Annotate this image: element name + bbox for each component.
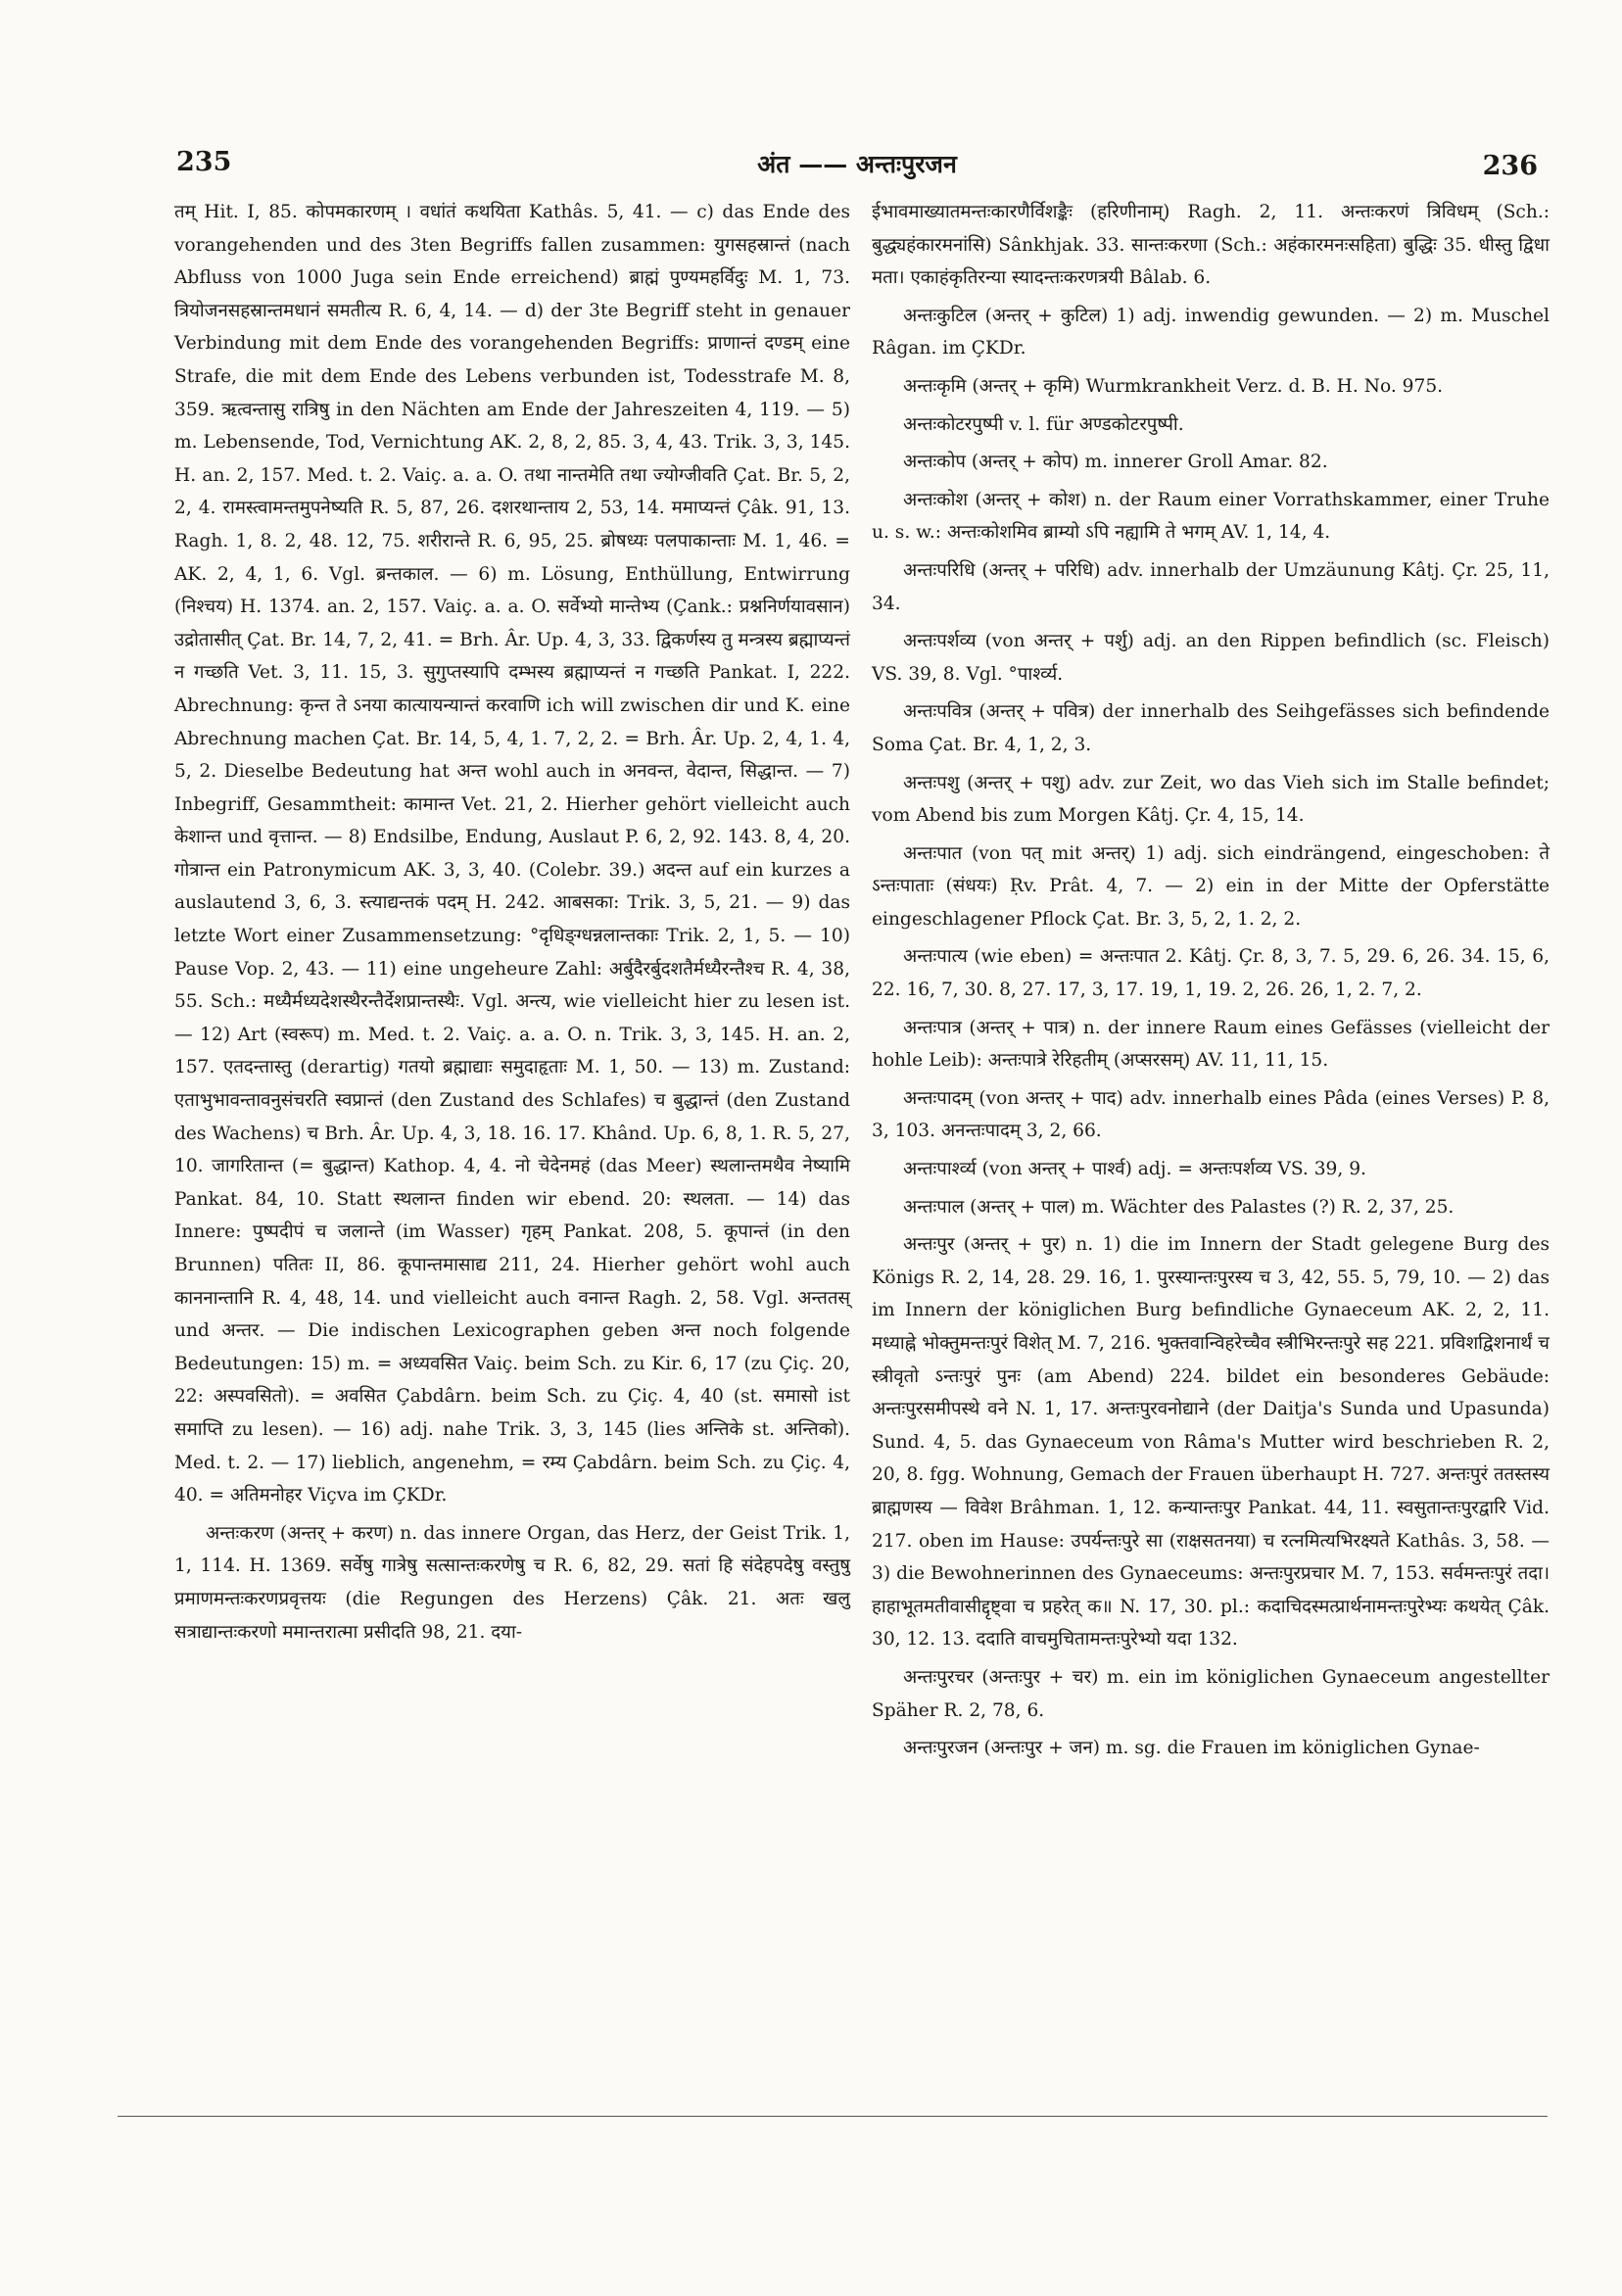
entry-antahkutila: अन्तःकुटिल (अन्तर् + कुटिल) 1) adj. inwendig gewunden. — 2) m. Muschel Râgan. im ÇKDr. [872,305,1550,359]
entry-antahparshavya: अन्तःपर्शव्य (von अन्तर् + पर्शु) adj. an den Rippen befindlich (sc. Fleisch) VS. 39, 8. Vgl. °पार्श्व्य. [872,631,1550,685]
entry-antahpurajana: अन्तःपुरजन (अन्तःपुर + जन) m. sg. die Frauen im königlichen Gynae- [903,1738,1480,1759]
page-header [176,147,1538,186]
running-title: अंत —— अन्तःपुरजन [757,150,957,178]
entry-antahpata: अन्तःपात (von पत् mit अन्तर्) 1) adj. sich eindrängend, eingeschoben: ते ऽन्तःपाताः (संधयः) Ṛv. Prât. 4, 7. — 2) ein in der Mitte der Opferstätte eingeschlagener Pflock Çat. Br. 3, 5, 2, 1. 2, 2. [872,842,1550,930]
bottom-rule [118,2116,1548,2117]
page-number-left: 235 [176,147,232,177]
right-column [872,196,1550,1770]
entry-antahparshvya: अन्तःपार्श्व्य (von अन्तर् + पार्श्व) adj. = अन्तःपर्शव्य VS. 39, 9. [903,1159,1366,1180]
entry-antahkosha: अन्तःकोश (अन्तर् + कोश) n. der Raum einer Vorrathskammer, einer Truhe u. s. w.: अन्तःकोशमिव ब्राम्यो ऽपि नह्यामि ते भगम् AV. 1, 14, 4. [872,489,1550,544]
entry-antahpatya: अन्तःपात्य (wie eben) = अन्तःपात 2. Kâtj. Çr. 8, 3, 7. 5, 29. 6, 26. 34. 15, 6, 22. 16, 7, 30. 8, 27. 17, 3, 17. 19, 1, 19. 2, 26. 26, 1, 2. 7, 2. [872,946,1550,1001]
entry-antahkrmi: अन्तःकृमि (अन्तर् + कृमि) Wurmkrankheit Verz. d. B. H. No. 975. [903,375,1444,397]
entry-antahparidhi: अन्तःपरिधि (अन्तर् + परिधि) adv. innerhalb der Umzäunung Kâtj. Çr. 25, 11, 34. [872,559,1550,614]
entry-antahpura: अन्तःपुर (अन्तर् + पुर) n. 1) die im Innern der Stadt gelegene Burg des Königs R. 2, 14, 28. 29. 16, 1. पुरस्यान्तःपुरस्य च 3, 42, 55. 5, 79, 10. — 2) das im Innern der königlichen Burg befindliche Gynaeceum AK. 2, 2, 11. मध्याह्ने भोक्तुमन्तःपुरं विशेत् M. 7, 216. भुक्तवान्विहरेच्चैव स्त्रीभिरन्तःपुरे सह 221. प्रविशद्विशनार्थं च स्त्रीवृतो ऽन्तःपुरं पुनः (am Abend) 224. bildet ein besonderes Gebäude: अन्तःपुरसमीपस्थे वने N. 1, 17. अन्तःपुरवनोद्याने (der Daitja's Sunda und Upasunda) Sund. 4, 5. das Gynaeceum von Râma's Mutter wird beschrieben R. 2, 20, 8. fgg. Wohnung, Gemach der Frauen überhaupt H. 727. अन्तःपुरं ततस्तस्य ब्राह्मणस्य — विवेश Brâhman. 1, 12. कन्यान्तःपुर Pankat. 44, 11. स्वसुतान्तःपुरद्वारि Vid. 217. oben im Hause: उपर्यन्तःपुरे सा (राक्षसतनया) च रत्नमित्यभिरक्ष्यते Kathâs. 3, 58. — 3) die Bewohnerinnen des Gynaeceums: अन्तःपुरप्रचार M. 7, 153. सर्वमन्तःपुरं तदा। हाहाभूतमतीवासीद्दृष्ट्वा च प्रहरेत् क॥ N. 17, 30. pl.: कदाचिदस्मत्प्रार्थनामन्तःपुरेभ्यः कथयेत् Çâk. 30, 12. 13. ददाति वाचमुचितामन्तःपुरेभ्यो यदा 132. [872,1234,1550,1650]
entry-continuation: तम् Hit. I, 85. कोपमकारणम् । वधांतं कथयिता Kathâs. 5, 41. — c) das Ende des vorangehenden und des 3ten Begriffs fallen zusammen: युगसहस्रान्तं (nach Abfluss von 1000 Juga sein Ende erreichend) ब्राह्मं पुण्यमहर्विदुः M. 1, 73. त्रियोजनसहस्रान्तमधानं समतीत्य R. 6, 4, 14. — d) der 3te Begriff steht in genauer Verbindung mit dem Ende des vorangehenden Begriffs: प्राणान्तं दण्डम् eine Strafe, die mit dem Ende des Lebens verbunden ist, Todesstrafe M. 8, 359. ऋत्वन्तासु रात्रिषु in den Nächten am Ende der Jahreszeiten 4, 119. — 5) m. Lebensende, Tod, Vernichtung AK. 2, 8, 2, 85. 3, 4, 43. Trik. 3, 3, 145. H. an. 2, 157. Med. t. 2. Vaiç. a. a. O. तथा नान्तमेति तथा ज्योग्जीवति Çat. Br. 5, 2, 2, 4. रामस्त्वामन्तमुपनेष्यति R. 5, 87, 26. दशरथान्ताय 2, 53, 14. ममाप्यन्तं Çâk. 91, 13. Ragh. 1, 8. 2, 48. 12, 75. शरीरान्ते R. 6, 95, 25. ब्रोषध्यः पलपाकान्ताः M. 1, 46. = AK. 2, 4, 1, 6. Vgl. ब्रन्तकाल. — 6) m. Lösung, Enthüllung, Entwirrung (निश्चय) H. 1374. an. 2, 157. Vaiç. a. a. O. सर्वेभ्यो मान्तेभ्य (Çank.: प्रश्ननिर्णयावसान) उद्रोतासीत् Çat. Br. 14, 7, 2, 41. = Brh. Âr. Up. 4, 3, 33. द्विकर्णस्य तु मन्त्रस्य ब्रह्माप्यन्तं न गच्छति Vet. 3, 11. 15, 3. सुगुप्तस्यापि दम्भस्य ब्रह्माप्यन्तं न गच्छति Pankat. I, 222. Abrechnung: कृन्त ते ऽनया कात्यायन्यान्तं करवाणि ich will zwischen dir und K. eine Abrechnung machen Çat. Br. 14, 5, 4, 1. 7, 2, 2. = Brh. Âr. Up. 2, 4, 1. 4, 5, 2. Dieselbe Bedeutung hat अन्त wohl auch in अनवन्त, वेदान्त, सिद्धान्त. — 7) Inbegriff, Gesammtheit: कामान्त Vet. 21, 2. Hierher gehört vielleicht auch केशान्त und वृत्तान्त. — 8) Endsilbe, Endung, Auslaut P. 6, 2, 92. 143. 8, 4, 20. गोत्रान्त ein Patronymicum AK. 3, 3, 40. (Colebr. 39.) अदन्त auf ein kurzes a auslautend 3, 6, 3. स्त्याद्यन्तकं पदम् H. 242. आबसका: Trik. 3, 5, 21. — 9) das letzte Wort einer Zusammensetzung: °दृधिङ्ग्धन्नलान्तकाः Trik. 2, 1, 5. — 10) Pause Vop. 2, 43. — 11) eine ungeheure Zahl: अर्बुदैरर्बुदशतैर्मध्यैरन्तैश्च R. 4, 38, 55. Sch.: मध्यैर्मध्यदेशस्थैरन्तैर्देशप्रान्तस्थैः. Vgl. अन्त्य, wie vielleicht hier zu lesen ist. — 12) Art (स्वरूप) m. Med. t. 2. Vaiç. a. a. O. n. Trik. 3, 3, 145. H. an. 2, 157. एतदन्तास्तु (derartig) गतयो ब्रह्माद्याः समुदाहृताः M. 1, 50. — 13) m. Zustand: एताभुभावन्तावनुसंचरति स्वप्रान्तं (den Zustand des Schlafes) च बुद्धान्तं (den Zustand des Wachens) च Brh. Âr. Up. 4, 3, 18. 16. 17. Khând. Up. 6, 8, 1. R. 5, 27, 10. जागरितान्त (= बुद्धान्त) Kathop. 4, 4. नो चेदेनमहं (das Meer) स्थलान्तमथैव नेष्यामि Pankat. 84, 10. Statt स्थलान्त finden wir ebend. 20: स्थलता. — 14) das Innere: पुष्पदीपं च जलान्ते (im Wasser) गृहम् Pankat. 208, 5. कूपान्तं (in den Brunnen) पतितः II, 86. कूपान्तमासाद्य 211, 24. Hierher gehört wohl auch काननान्तानि R. 4, 48, 14. und vielleicht auch वनान्त Ragh. 2, 58. Vgl. अन्ततस् und अन्तर. — Die indischen Lexicographen geben अन्त noch folgende Bedeutungen: 15) m. = अध्यवसित Vaiç. beim Sch. zu Kir. 6, 17 (zu Çiç. 20, 22: अस्पवसितो). = अवसित Çabdârn. beim Sch. zu Çiç. 4, 40 (st. समासो ist समाप्ति zu lesen). — 16) adj. nahe Trik. 3, 3, 145 (lies अन्तिके st. अन्तिको). Med. t. 2. — 17) lieblich, angenehm, = रम्य Çabdârn. beim Sch. zu Çiç. 4, 40. = अतिमनोहर Viçva im ÇKDr. [174,202,850,1507]
entry-antahpavitra: अन्तःपवित्र (अन्तर् + पवित्र) der innerhalb des Seihgefässes sich befindende Soma Çat. Br. 4, 1, 2, 3. [872,701,1550,755]
entry-antahpatra: अन्तःपात्र (अन्तर् + पात्र) n. der innere Raum eines Gefässes (vielleicht der hohle Leib): अन्तःपात्रे रेरिहतीम् (अप्सरसम्) AV. 11, 11, 15. [872,1017,1550,1072]
left-column [174,196,850,1653]
page-number-right: 236 [1482,151,1538,181]
entry-antahpuracara: अन्तःपुरचर (अन्तःपुर + चर) m. ein im königlichen Gynaeceum angestellter Späher R. 2, 78, 6. [872,1666,1550,1721]
entry-antahpadam: अन्तःपादम् (von अन्तर् + पाद) adv. innerhalb eines Pâda (eines Verses) P. 8, 3, 103. अनन्तःपादम् 3, 2, 66. [872,1087,1550,1142]
entry-antahpashu: अन्तःपशु (अन्तर् + पशु) adv. zur Zeit, wo das Vieh sich im Stalle befindet; vom Abend bis zum Morgen Kâtj. Çr. 4, 15, 14. [872,772,1550,827]
entry-antahpala: अन्तःपाल (अन्तर् + पाल) m. Wächter des Palastes (?) R. 2, 37, 25. [903,1196,1455,1218]
entry-antahkarana: अन्तःकरण (अन्तर् + करण) n. das innere Organ, das Herz, der Geist Trik. 1, 1, 114. H. 1369. सर्वेषु गात्रेषु सत्सान्तःकरणेषु च R. 6, 82, 29. सतां हि संदेहपदेषु वस्तुषु प्रमाणमन्तःकरणप्रवृत्तयः (die Regungen des Herzens) Çâk. 21. अतः खलु सत्राद्यान्तःकरणो ममान्तरात्मा प्रसीदति 98, 21. दया- [174,1522,850,1643]
entry-antahkopa: अन्तःकोप (अन्तर् + कोप) m. innerer Groll Amar. 82. [903,452,1328,473]
entry-continuation-right: ईभावमाख्यातमन्तःकारणैर्विशङ्कैः (हरिणीनाम्) Ragh. 2, 11. अन्तःकरणं त्रिविधम् (Sch.: बुद्ध्यहंकारमनांसि) Sânkhjak. 33. सान्तःकरणा (Sch.: अहंकारमनःसहिता) बुद्धिः 35. धीस्तु द्विधा मता। एकाहंकृतिरन्या स्यादन्तःकरणत्रयी Bâlab. 6. [872,202,1550,289]
entry-antahkotarapushpi: अन्तःकोटरपुष्पी v. l. für अण्डकोटरपुष्पी. [903,413,1184,435]
